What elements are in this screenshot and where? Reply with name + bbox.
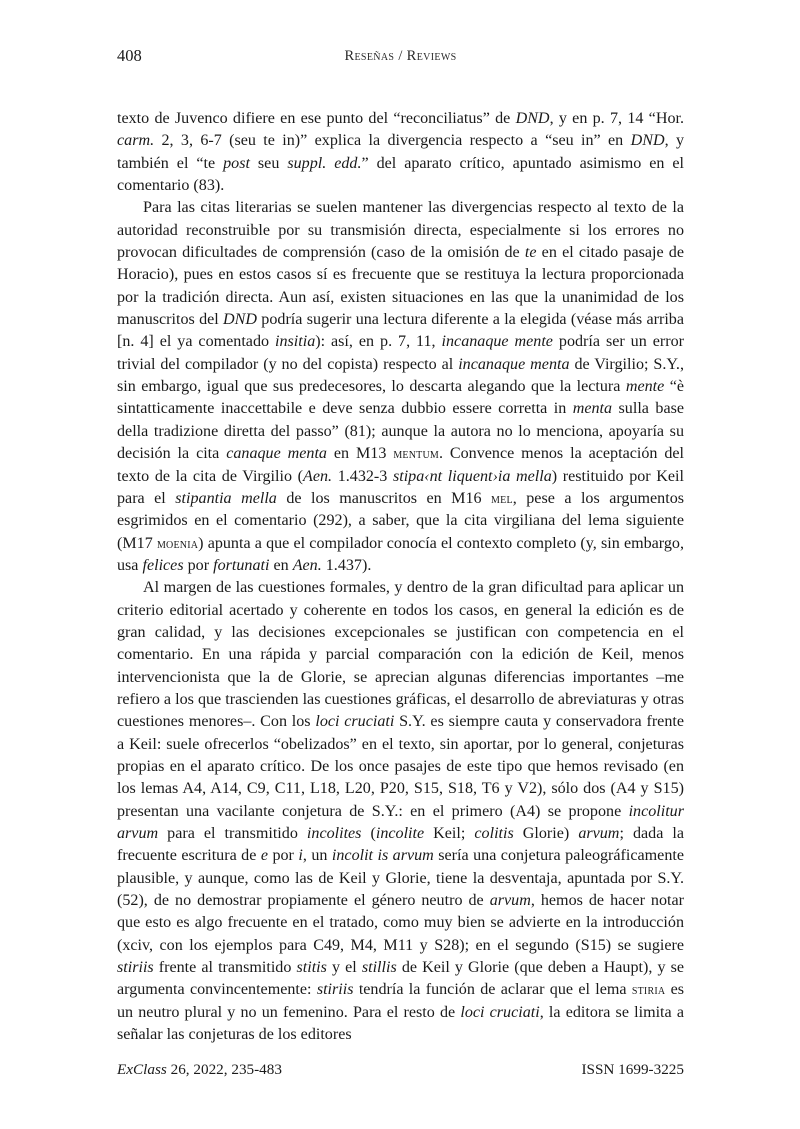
page-number: 408 [117, 46, 142, 65]
body-text-block [117, 108, 684, 1046]
footer-issn: ISSN 1699-3225 [581, 1061, 684, 1078]
running-head [117, 45, 684, 67]
footer-citation [117, 1059, 282, 1081]
running-head-title: Reseñas / Reviews [344, 48, 457, 64]
footer-volume-year-pages: 26, 2022, 235-483 [170, 1061, 282, 1078]
paragraph-1: texto de Juvenco difiere en ese punto del “reconciliatus” de DND, y en p. 7, 14 “Hor. carm. 2, 3, 6-7 (seu te in)” explica la divergencia respecto a “seu in” en DND, y también el “te post seu suppl. edd.” del aparato crítico, apuntado asimismo en el comentario (83). [117, 110, 685, 195]
page-footer [117, 1059, 684, 1081]
paragraph-2: Para las citas literarias se suelen mantener las divergencias respecto al texto de la autoridad reconstruible por su transmisión directa, especialmente si los errores no provocan dificultades de comprensión (caso de la omisión de te en el citado pasaje de Horacio), pues en estos casos sí es frecuente que se restituya la lectura proporcionada por la tradición directa. Aun así, existen situaciones en las que la unanimidad de los manuscritos del DND podría sugerir una lectura diferente a la elegida (véase más arriba [n. 4] el ya comentado insitia): así, en p. 7, 11, incanaque mente podría ser un error trivial del compilador (y no del copista) respecto al incanaque menta de Virgilio; S.Y., sin embargo, igual que sus predecesores, lo descarta alegando que la lectura mente “è sintatticamente inaccettabile e deve senza dubbio essere corretta in menta sulla base della tradizione diretta del passo” (81); aunque la autora no lo menciona, apoyaría su decisión la cita canaque menta en M13 mentum. Convence menos la aceptación del texto de la cita de Virgilio (Aen. 1.432-3 stipa‹nt liquent›ia mella) restituido por Keil para el stipantia mella de los manuscritos en M16 mel, pese a los argumentos esgrimidos en el comentario (292), a saber, que la cita virgiliana del lema siguiente (M17 moenia) apunta a que el compilador conocía el contexto completo (y, sin embargo, usa felices por fortunati en Aen. 1.437). [117, 199, 685, 574]
paragraph-3: Al margen de las cuestiones formales, y dentro de la gran dificultad para aplicar un criterio editorial acertado y coherente en todos los casos, en general la edición es de gran calidad, y las decisiones excepcionales se justifican con competencia en el comentario. En una rápida y parcial comparación con la edición de Keil, menos intervencionista que la de Glorie, se aprecian algunas diferencias importantes –me refiero a los que trascienden las cuestiones gráficas, el desarrollo de abreviaturas y otras cuestiones menores–. Con los loci cruciati S.Y. es siempre cauta y conservadora frente a Keil: suele ofrecerlos “obelizados” en el texto, sin aportar, por lo general, conjeturas propias en el aparato crítico. De los once pasajes de este tipo que hemos revisado (en los lemas A4, A14, C9, C11, L18, L20, P20, S15, S18, T6 y V2), sólo dos (A4 y S15) presentan una vacilante conjetura de S.Y.: en el primero (A4) se propone incolitur arvum para el transmitido incolites (incolite Keil; colitis Glorie) arvum; dada la frecuente escritura de e por i, un incolit is arvum sería una conjetura paleográficamente plausible, y aunque, como las de Keil y Glorie, tiene la desventaja, apuntada por S.Y. (52), de no demostrar propiamente el género neutro de arvum, hemos de hacer notar que esto es algo frecuente en el tratado, como muy bien se advierte en la introducción (xciv, con los ejemplos para C49, M4, M11 y S28); en el segundo (S15) se sugiere stiriis frente al transmitido stitis y el stillis de Keil y Glorie (que deben a Haupt), y se argumenta convincentemente: stiriis tendría la función de aclarar que el lema stiria es un neutro plural y no un femenino. Para el resto de loci cruciati, la editora se limita a señalar las conjeturas de los editores [117, 579, 684, 1044]
journal-name: ExClass [117, 1061, 167, 1078]
